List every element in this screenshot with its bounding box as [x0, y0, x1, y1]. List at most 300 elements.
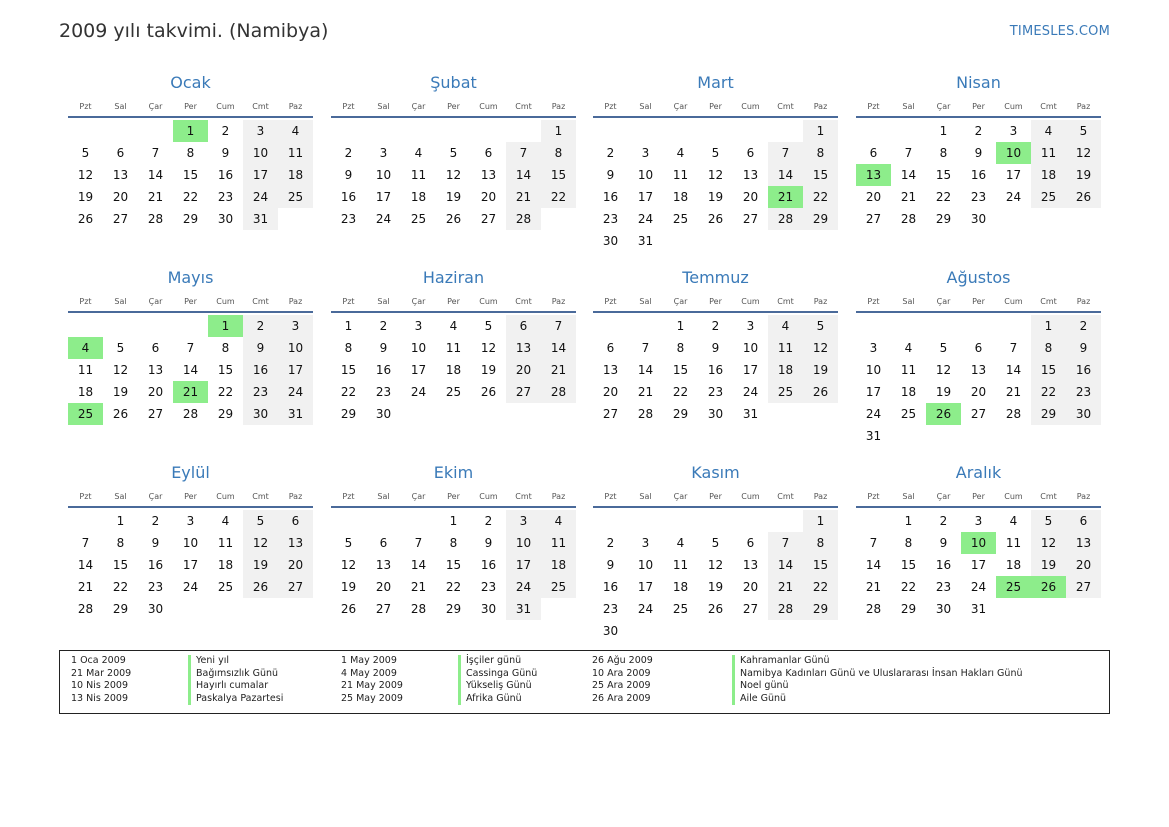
day-cell: 2	[484, 514, 493, 528]
day-cell: 23	[480, 580, 497, 594]
day-cell: 22	[217, 385, 234, 399]
holiday-date: 10 Nis 2009	[71, 680, 128, 692]
day-cell: 14	[768, 554, 803, 576]
day-cell: 4	[221, 514, 230, 528]
day-cell: 16	[602, 580, 619, 594]
day-cell: 9	[606, 168, 615, 182]
holiday-day-cell: 10	[996, 142, 1031, 164]
day-cell: 7	[541, 315, 576, 337]
day-cell: 6	[278, 510, 313, 532]
day-cell: 15	[445, 558, 462, 572]
holiday-name: Noel günü	[732, 680, 1023, 693]
day-cell: 3	[641, 146, 650, 160]
day-cell: 17	[970, 558, 987, 572]
day-grid	[68, 510, 313, 620]
weekday-label: Çar	[673, 102, 688, 111]
day-cell: 22	[803, 186, 838, 208]
day-cell: 25	[672, 602, 689, 616]
day-cell: 27	[506, 381, 541, 403]
day-cell: 19	[1031, 554, 1066, 576]
day-cell: 19	[707, 190, 724, 204]
weekday-label: Cum	[479, 102, 498, 111]
weekday-label: Per	[184, 102, 197, 111]
holiday-name: Cassinga Günü	[458, 668, 537, 681]
day-cell: 15	[803, 554, 838, 576]
day-cell: 6	[1066, 510, 1101, 532]
weekday-label: Pzt	[604, 297, 617, 306]
day-cell: 7	[641, 341, 650, 355]
day-cell: 25	[1031, 186, 1066, 208]
day-cell: 13	[506, 337, 541, 359]
day-cell: 14	[182, 363, 199, 377]
weekday-label: Cmt	[515, 492, 532, 501]
day-cell: 8	[221, 341, 230, 355]
day-cell: 15	[217, 363, 234, 377]
empty-cell	[733, 510, 768, 532]
day-cell: 30	[375, 407, 392, 421]
weekday-label: Sal	[902, 297, 915, 306]
day-cell: 12	[707, 168, 724, 182]
empty-cell	[436, 120, 471, 142]
day-cell: 11	[77, 363, 94, 377]
day-cell: 10	[278, 337, 313, 359]
day-cell: 24	[375, 212, 392, 226]
day-cell: 14	[410, 558, 427, 572]
day-cell: 7	[869, 536, 878, 550]
weekday-label: Cum	[741, 492, 760, 501]
day-cell: 24	[182, 580, 199, 594]
day-cell: 4	[278, 120, 313, 142]
empty-cell	[593, 510, 628, 532]
holiday-day-cell: 26	[926, 403, 961, 425]
weekday-label: Çar	[673, 492, 688, 501]
day-cell: 31	[637, 234, 654, 248]
weekday-label: Cum	[479, 492, 498, 501]
weekday-label: Çar	[411, 102, 426, 111]
day-cell: 19	[77, 190, 94, 204]
day-cell: 3	[746, 319, 755, 333]
day-cell: 18	[217, 558, 234, 572]
weekday-label: Cmt	[252, 297, 269, 306]
day-cell: 8	[904, 536, 913, 550]
day-cell: 7	[506, 142, 541, 164]
day-cell: 17	[637, 580, 654, 594]
weekday-label: Per	[184, 492, 197, 501]
day-cell: 11	[672, 558, 689, 572]
day-cell: 2	[151, 514, 160, 528]
day-cell: 31	[243, 208, 278, 230]
day-cell: 20	[506, 359, 541, 381]
month-6	[331, 267, 576, 425]
day-cell: 1	[1031, 315, 1066, 337]
day-cell: 28	[182, 407, 199, 421]
day-cell: 25	[672, 212, 689, 226]
day-cell: 11	[1005, 536, 1022, 550]
weekday-label: Çar	[411, 297, 426, 306]
day-cell: 14	[147, 168, 164, 182]
weekday-label: Sal	[639, 297, 652, 306]
day-cell: 16	[707, 363, 724, 377]
holiday-date: 21 Mar 2009	[71, 667, 132, 679]
empty-cell	[996, 315, 1031, 337]
empty-cell	[593, 315, 628, 337]
day-cell: 5	[711, 146, 720, 160]
day-grid	[593, 315, 838, 425]
day-cell: 17	[865, 385, 882, 399]
weekday-label: Çar	[148, 492, 163, 501]
day-cell: 5	[243, 510, 278, 532]
empty-cell	[401, 120, 436, 142]
empty-cell	[366, 510, 401, 532]
day-cell: 26	[243, 576, 278, 598]
day-cell: 12	[243, 532, 278, 554]
weekday-label: Cmt	[1040, 102, 1057, 111]
weekday-label: Paz	[288, 297, 303, 306]
day-cell: 27	[742, 212, 759, 226]
day-cell: 18	[1005, 558, 1022, 572]
weekday-label: Cmt	[1040, 492, 1057, 501]
empty-cell	[856, 120, 891, 142]
month-9	[68, 462, 313, 620]
day-cell: 14	[1005, 363, 1022, 377]
day-cell: 11	[445, 341, 462, 355]
empty-cell	[68, 120, 103, 142]
day-cell: 16	[480, 558, 497, 572]
day-cell: 30	[217, 212, 234, 226]
weekday-header	[593, 488, 838, 508]
day-cell: 29	[803, 598, 838, 620]
empty-cell	[891, 120, 926, 142]
day-cell: 4	[449, 319, 458, 333]
month-10	[331, 462, 576, 620]
weekday-label: Sal	[114, 492, 127, 501]
day-cell: 3	[506, 510, 541, 532]
day-cell: 31	[506, 598, 541, 620]
weekday-label: Pzt	[342, 492, 355, 501]
day-cell: 19	[340, 580, 357, 594]
day-cell: 4	[414, 146, 423, 160]
day-cell: 24	[278, 381, 313, 403]
day-cell: 10	[742, 341, 759, 355]
day-cell: 1	[344, 319, 353, 333]
day-cell: 27	[970, 407, 987, 421]
day-cell: 28	[147, 212, 164, 226]
day-cell: 29	[182, 212, 199, 226]
weekday-label: Cmt	[515, 297, 532, 306]
month-name: Kasım	[691, 463, 740, 482]
empty-cell	[593, 120, 628, 142]
day-cell: 5	[484, 319, 493, 333]
day-cell: 17	[1005, 168, 1022, 182]
day-cell: 23	[1066, 381, 1101, 403]
day-cell: 15	[541, 164, 576, 186]
empty-cell	[768, 120, 803, 142]
day-cell: 8	[939, 146, 948, 160]
day-cell: 24	[506, 576, 541, 598]
day-cell: 30	[935, 602, 952, 616]
day-cell: 26	[480, 385, 497, 399]
day-cell: 1	[803, 510, 838, 532]
day-cell: 28	[1005, 407, 1022, 421]
day-cell: 17	[637, 190, 654, 204]
month-5	[68, 267, 313, 425]
day-cell: 6	[606, 341, 615, 355]
day-cell: 23	[217, 190, 234, 204]
day-cell: 3	[974, 514, 983, 528]
weekday-label: Cmt	[1040, 297, 1057, 306]
weekday-label: Pzt	[604, 492, 617, 501]
day-grid	[856, 120, 1101, 230]
day-cell: 24	[970, 580, 987, 594]
day-cell: 27	[1066, 576, 1101, 598]
day-cell: 17	[278, 359, 313, 381]
day-cell: 30	[602, 624, 619, 638]
weekday-label: Cmt	[252, 492, 269, 501]
empty-cell	[103, 315, 138, 337]
holiday-day-cell: 10	[961, 532, 996, 554]
day-cell: 18	[410, 190, 427, 204]
day-cell: 12	[445, 168, 462, 182]
day-cell: 29	[900, 602, 917, 616]
day-cell: 14	[768, 164, 803, 186]
day-cell: 23	[147, 580, 164, 594]
day-grid	[856, 315, 1101, 447]
day-cell: 20	[865, 190, 882, 204]
day-cell: 20	[278, 554, 313, 576]
day-cell: 12	[112, 363, 129, 377]
empty-cell	[331, 510, 366, 532]
day-cell: 6	[746, 536, 755, 550]
day-cell: 28	[768, 598, 803, 620]
day-cell: 9	[1066, 337, 1101, 359]
day-cell: 29	[445, 602, 462, 616]
weekday-header	[593, 293, 838, 313]
day-cell: 29	[935, 212, 952, 226]
brand-link[interactable]: TIMESLES.COM	[1009, 24, 1110, 39]
day-cell: 8	[803, 142, 838, 164]
month-7	[593, 267, 838, 425]
day-cell: 27	[480, 212, 497, 226]
day-cell: 7	[151, 146, 160, 160]
weekday-label: Sal	[114, 297, 127, 306]
day-cell: 21	[637, 385, 654, 399]
day-cell: 24	[637, 212, 654, 226]
empty-cell	[768, 510, 803, 532]
day-cell: 18	[1031, 164, 1066, 186]
day-cell: 20	[742, 580, 759, 594]
weekday-label: Sal	[377, 297, 390, 306]
weekday-label: Paz	[813, 102, 828, 111]
empty-cell	[138, 315, 173, 337]
day-cell: 2	[939, 514, 948, 528]
weekday-label: Paz	[1076, 102, 1091, 111]
weekday-label: Pzt	[79, 102, 92, 111]
holiday-name: Yeni yıl	[188, 655, 283, 668]
day-cell: 29	[112, 602, 129, 616]
day-cell: 18	[541, 554, 576, 576]
day-cell: 28	[410, 602, 427, 616]
day-cell: 5	[711, 536, 720, 550]
empty-cell	[698, 120, 733, 142]
day-cell: 22	[935, 190, 952, 204]
day-cell: 14	[506, 164, 541, 186]
weekday-label: Per	[447, 102, 460, 111]
day-cell: 25	[410, 212, 427, 226]
day-cell: 5	[939, 341, 948, 355]
day-cell: 11	[217, 536, 234, 550]
day-cell: 29	[217, 407, 234, 421]
empty-cell	[663, 510, 698, 532]
day-cell: 3	[243, 120, 278, 142]
holiday-name: Yükseliş Günü	[458, 680, 537, 693]
empty-cell	[733, 120, 768, 142]
day-cell: 10	[375, 168, 392, 182]
day-cell: 21	[768, 576, 803, 598]
legend-col-3-dates	[592, 655, 653, 705]
weekday-label: Cum	[216, 297, 235, 306]
day-cell: 20	[970, 385, 987, 399]
weekday-label: Çar	[936, 492, 951, 501]
weekday-label: Paz	[813, 297, 828, 306]
day-cell: 9	[939, 536, 948, 550]
day-cell: 18	[900, 385, 917, 399]
day-cell: 6	[869, 146, 878, 160]
day-cell: 26	[707, 212, 724, 226]
day-cell: 10	[637, 558, 654, 572]
day-cell: 20	[1066, 554, 1101, 576]
day-cell: 2	[344, 146, 353, 160]
empty-cell	[366, 120, 401, 142]
day-cell: 23	[707, 385, 724, 399]
day-cell: 16	[970, 168, 987, 182]
empty-cell	[138, 120, 173, 142]
weekday-label: Çar	[148, 297, 163, 306]
month-1	[68, 72, 313, 230]
day-cell: 9	[606, 558, 615, 572]
day-cell: 3	[379, 146, 388, 160]
day-cell: 3	[278, 315, 313, 337]
day-cell: 28	[77, 602, 94, 616]
day-cell: 18	[768, 359, 803, 381]
day-cell: 30	[1066, 403, 1101, 425]
weekday-header	[331, 488, 576, 508]
day-grid	[331, 120, 576, 230]
day-cell: 17	[182, 558, 199, 572]
day-cell: 9	[974, 146, 983, 160]
day-cell: 12	[340, 558, 357, 572]
day-cell: 19	[243, 554, 278, 576]
day-cell: 22	[340, 385, 357, 399]
day-cell: 29	[803, 208, 838, 230]
weekday-label: Per	[709, 102, 722, 111]
weekday-header	[331, 293, 576, 313]
holiday-name: Paskalya Pazartesi	[188, 693, 283, 706]
day-cell: 18	[445, 363, 462, 377]
weekday-label: Per	[972, 102, 985, 111]
day-cell: 10	[506, 532, 541, 554]
day-cell: 25	[278, 186, 313, 208]
day-cell: 7	[1009, 341, 1018, 355]
day-cell: 31	[970, 602, 987, 616]
day-cell: 25	[768, 381, 803, 403]
weekday-label: Cum	[741, 102, 760, 111]
day-cell: 23	[375, 385, 392, 399]
weekday-label: Per	[972, 492, 985, 501]
holiday-day-cell: 1	[208, 315, 243, 337]
day-cell: 7	[414, 536, 423, 550]
day-cell: 8	[116, 536, 125, 550]
day-cell: 3	[414, 319, 423, 333]
day-cell: 27	[602, 407, 619, 421]
weekday-label: Pzt	[342, 102, 355, 111]
day-cell: 5	[344, 536, 353, 550]
day-cell: 5	[116, 341, 125, 355]
day-cell: 21	[147, 190, 164, 204]
month-name: Şubat	[430, 73, 477, 92]
day-cell: 6	[746, 146, 755, 160]
month-name: Eylül	[171, 463, 210, 482]
weekday-header	[856, 488, 1101, 508]
empty-cell	[68, 510, 103, 532]
day-cell: 16	[935, 558, 952, 572]
day-cell: 27	[112, 212, 129, 226]
holiday-date: 1 Oca 2009	[71, 655, 126, 666]
weekday-label: Sal	[902, 102, 915, 111]
holiday-date: 4 May 2009	[341, 667, 397, 679]
legend-col-2-names	[458, 655, 537, 705]
day-cell: 21	[1005, 385, 1022, 399]
weekday-label: Paz	[288, 102, 303, 111]
day-cell: 9	[344, 168, 353, 182]
day-cell: 15	[182, 168, 199, 182]
day-cell: 29	[672, 407, 689, 421]
weekday-label: Paz	[1076, 297, 1091, 306]
day-cell: 15	[1031, 359, 1066, 381]
day-cell: 21	[410, 580, 427, 594]
day-cell: 10	[243, 142, 278, 164]
day-cell: 1	[676, 319, 685, 333]
month-name: Aralık	[955, 463, 1002, 482]
holiday-date: 21 May 2009	[341, 680, 403, 692]
day-cell: 27	[278, 576, 313, 598]
weekday-label: Çar	[148, 102, 163, 111]
day-cell: 26	[77, 212, 94, 226]
holiday-legend	[59, 650, 1110, 714]
day-cell: 21	[77, 580, 94, 594]
day-cell: 7	[904, 146, 913, 160]
legend-col-2-dates	[341, 655, 403, 705]
day-cell: 13	[147, 363, 164, 377]
holiday-day-cell: 21	[173, 381, 208, 403]
day-cell: 19	[445, 190, 462, 204]
day-cell: 11	[900, 363, 917, 377]
day-cell: 1	[541, 120, 576, 142]
day-cell: 18	[278, 164, 313, 186]
empty-cell	[856, 510, 891, 532]
day-cell: 20	[147, 385, 164, 399]
empty-cell	[471, 120, 506, 142]
month-name: Mart	[697, 73, 734, 92]
day-cell: 22	[803, 576, 838, 598]
day-cell: 18	[672, 580, 689, 594]
month-2	[331, 72, 576, 230]
day-cell: 6	[116, 146, 125, 160]
day-cell: 30	[147, 602, 164, 616]
day-cell: 13	[112, 168, 129, 182]
day-cell: 18	[672, 190, 689, 204]
empty-cell	[663, 120, 698, 142]
weekday-label: Cmt	[252, 102, 269, 111]
